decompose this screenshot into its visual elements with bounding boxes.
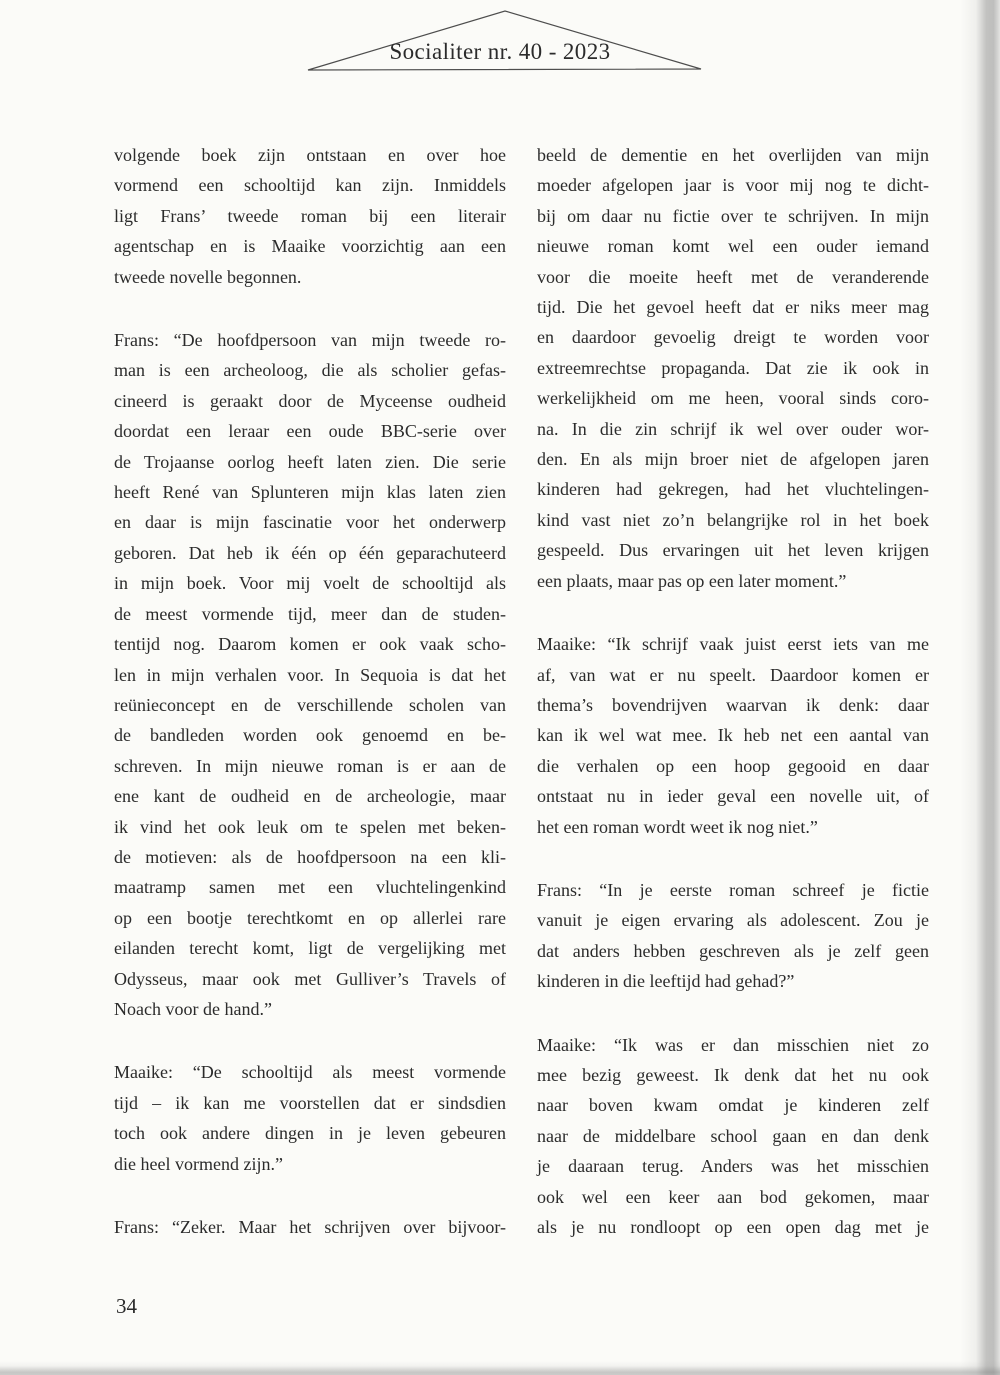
text-line: man is een archeoloog, die als scholier gefas- [114, 360, 506, 381]
text-line: de motieven: als de hoofdpersoon na een kli- [114, 846, 506, 867]
text-line: vormend een schooltijd kan zijn. Inmiddels [114, 175, 506, 196]
text-line: Noach voor de hand.” [114, 998, 272, 1019]
text-line: gespeeld. Dus ervaringen uit het leven krijgen [537, 540, 929, 561]
paragraph [114, 325, 506, 1024]
text-line: en daardoor gevoelig dreigt te worden voor [537, 327, 929, 348]
right-column [537, 140, 929, 1242]
paragraph [537, 629, 929, 842]
text-line: ook wel een keer aan bod gekomen, maar [537, 1186, 929, 1207]
scan-shadow-right [960, 0, 1000, 1375]
text-line: moeder afgelopen jaar is voor mij nog te dicht- [537, 175, 929, 196]
text-line: doordat een leraar een oude BBC-serie over [114, 421, 506, 442]
text-line: de meest vormende tijd, meer dan de studen- [114, 603, 506, 624]
text-line: naar boven kwam omdat je kinderen zelf [537, 1095, 929, 1116]
text-line: voor die moeite heeft met de veranderende [537, 266, 929, 287]
text-line: schreven. In mijn nieuwe roman is er aan de [114, 755, 506, 776]
text-line: beeld de dementie en het overlijden van mijn [537, 145, 929, 165]
text-line: eilanden terecht komt, ligt de vergelijking met [114, 938, 506, 959]
text-line: en daar is mijn fascinatie voor het onderwerp [114, 512, 506, 533]
text-line: dat anders hebben geschreven als je zelf geen [537, 940, 929, 961]
left-column [114, 140, 506, 1242]
text-line: tijd – ik kan me voorstellen dat er sindsdien [114, 1092, 506, 1113]
text-line: een plaats, maar pas op een later moment.” [537, 570, 847, 591]
text-line: die heel vormend zijn.” [114, 1153, 283, 1174]
text-line: af, van wat er nu speelt. Daardoor komen er [537, 664, 929, 685]
paragraph [537, 140, 929, 596]
journal-title: Socialiter nr. 40 - 2023 [389, 39, 611, 64]
text-line: tijd. Die het gevoel heeft dat er niks meer mag [537, 297, 929, 318]
text-line: naar de middelbare school gaan en dan denk [537, 1125, 929, 1146]
paragraph [537, 875, 929, 997]
paragraph [114, 1057, 506, 1179]
text-line: als je nu rondloopt op een open dag met je [537, 1217, 929, 1237]
text-line: ene kant de oudheid en de archeologie, maar [114, 786, 506, 807]
text-line: je daaraan terug. Anders was het misschien [537, 1156, 929, 1177]
text-line: tweede novelle begonnen. [114, 266, 302, 287]
text-line: len in mijn verhalen voor. In Sequoia is dat het [114, 664, 506, 685]
text-line: extreemrechtse propaganda. Dat zie ik ook in [537, 357, 929, 378]
scan-shadow-bottom [0, 1361, 1000, 1375]
text-line: ontstaat nu in ieder geval een novelle uit, of [537, 786, 929, 807]
paragraph [114, 1212, 506, 1242]
text-line: agentschap en is Maaike voorzichtig aan een [114, 236, 506, 257]
text-line: de bandleden worden ook genoemd en be- [114, 725, 506, 746]
text-line: bij om daar nu fictie over te schrijven. In mijn [537, 205, 929, 226]
text-line: thema’s bovendrijven waarvan ik denk: daar [537, 694, 929, 715]
text-line: na. In die zin schrijf ik wel over ouder wor- [537, 418, 929, 439]
text-line: Maaike: “Ik schrijf vaak juist eerst iets van me [537, 634, 929, 655]
text-line: vanuit je eigen ervaring als adolescent. Zou je [537, 910, 929, 931]
text-line: werkelijkheid om me heen, vooral sinds coro- [537, 388, 929, 409]
text-line: Maaike: “Ik was er dan misschien niet zo [537, 1034, 929, 1055]
text-line: maatramp samen met een vluchtelingenkind [114, 877, 506, 898]
paragraph [114, 140, 506, 292]
text-line: reünieconcept en de verschillende scholen van [114, 694, 506, 715]
text-line: heeft René van Splunteren mijn klas laten zien [114, 482, 506, 503]
text-line: Odysseus, maar ook met Gulliver’s Travels of [114, 968, 506, 989]
text-line: de Trojaanse oorlog heeft laten zien. Die serie [114, 451, 506, 472]
text-line: Frans: “De hoofdpersoon van mijn tweede ro- [114, 330, 506, 351]
text-line: kan ik wel wat mee. Ik heb net een aantal van [537, 725, 929, 746]
text-line: geboren. Dat heb ik één op één geparachuteerd [114, 542, 506, 563]
text-line: die verhalen op een hoop gegooid en daar [537, 755, 929, 776]
text-line: toch ook andere dingen in je leven gebeuren [114, 1123, 506, 1144]
text-line: kinderen in die leeftijd had gehad?” [537, 971, 795, 992]
text-line: Maaike: “De schooltijd als meest vormende [114, 1062, 506, 1083]
text-line: volgende boek zijn ontstaan en over hoe [114, 145, 506, 165]
paragraph [537, 1030, 929, 1243]
text-line: tentijd nog. Daarom komen er ook vaak scho- [114, 634, 506, 655]
text-line: nieuwe roman komt wel een ouder iemand [537, 236, 929, 257]
text-line: mee bezig geweest. Ik denk dat het nu ook [537, 1064, 929, 1085]
text-line: ligt Frans’ tweede roman bij een literair [114, 205, 506, 226]
text-line: Frans: “In je eerste roman schreef je fictie [537, 879, 929, 900]
text-line: op een bootje terechtkomt en op allerlei rare [114, 907, 506, 928]
text-line: cineerd is geraakt door de Myceense oudheid [114, 390, 506, 411]
text-line: Frans: “Zeker. Maar het schrijven over bijvoor- [114, 1217, 506, 1237]
page-number: 34 [116, 1294, 137, 1318]
text-line: het een roman wordt weet ik nog niet.” [537, 816, 818, 837]
text-line: kinderen had gekregen, had het vluchtelingen- [537, 479, 929, 500]
text-line: ik vind het ook leuk om te spelen met beken- [114, 816, 506, 837]
text-line: in mijn boek. Voor mij voelt de schooltijd als [114, 573, 506, 594]
text-line: den. En als mijn broer niet de afgelopen jaren [537, 449, 929, 470]
text-line: kind vast niet zo’n belangrijke rol in het boek [537, 509, 929, 530]
